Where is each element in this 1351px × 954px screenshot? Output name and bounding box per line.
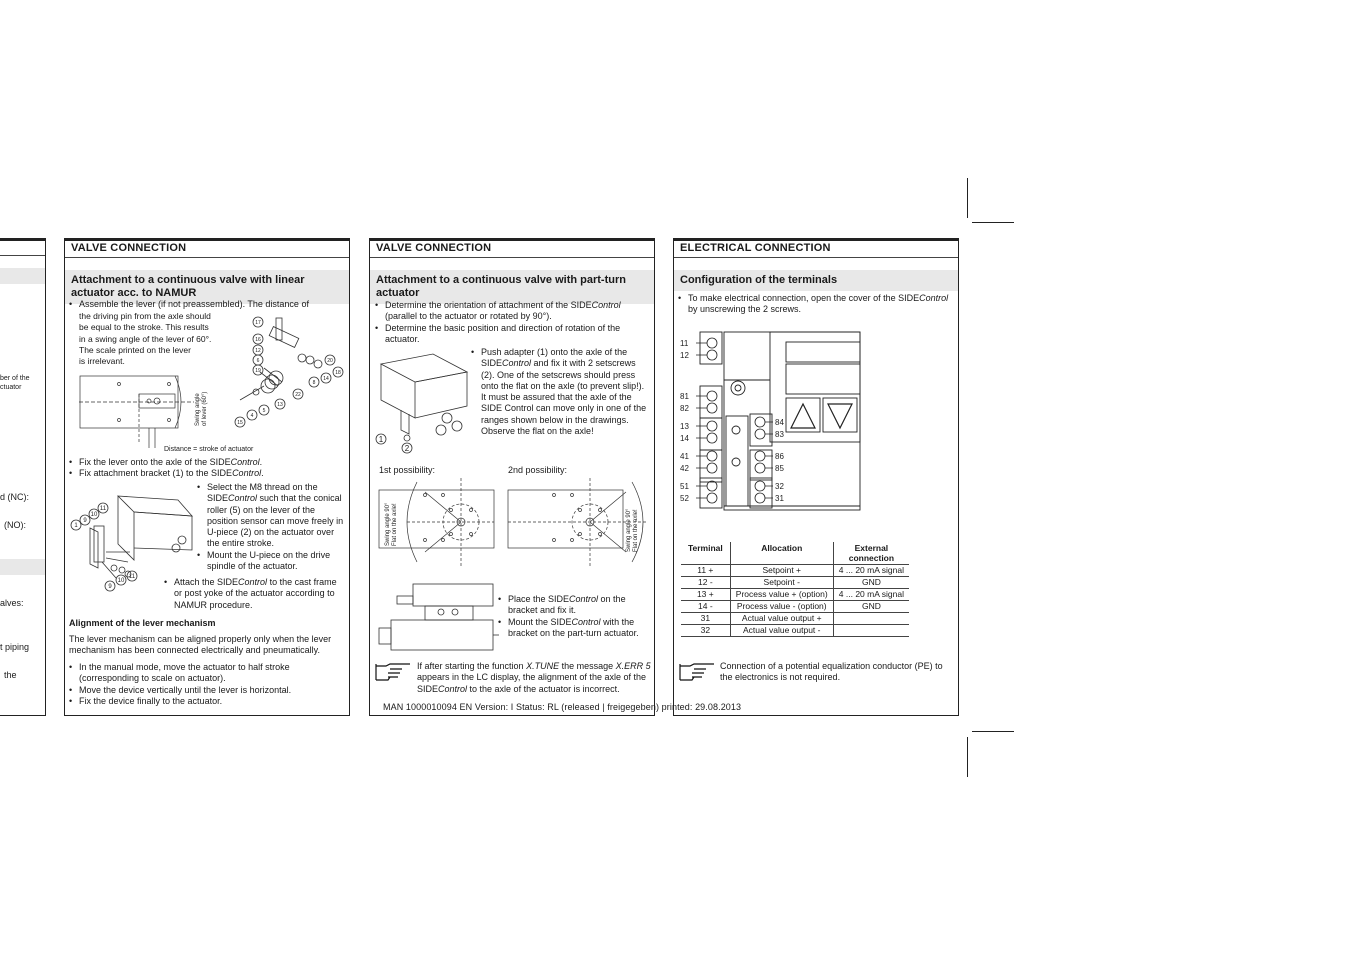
- table-header: External connection: [848, 543, 895, 563]
- table-cell: Actual value output +: [730, 613, 833, 625]
- callout-label: 6: [256, 358, 260, 364]
- terminal-label: 41: [680, 452, 689, 461]
- callout-label: 12: [255, 348, 261, 354]
- table-cell: 14 -: [681, 601, 730, 613]
- swing-angle-label: Swing angle: [195, 393, 201, 426]
- section-subheader: Configuration of the terminals: [674, 270, 958, 291]
- callout-label: 18: [335, 370, 341, 376]
- bullet-open-cover: • To make electrical connection, open the cover of the SIDEControl by unscrewing the 2 screws.: [678, 293, 950, 316]
- table-header: Allocation: [730, 542, 833, 565]
- crop-mark: [967, 737, 968, 777]
- table-cell: 32: [681, 625, 730, 637]
- bullet-fix-lever: • Fix the lever onto the axle of the SIDEControl.: [69, 457, 344, 468]
- section-subheader: Attachment to a continuous valve with linear actuator acc. to NAMUR: [65, 270, 349, 304]
- bullet-select-thread: • Select the M8 thread on the SIDEControl such that the conical roller (5) on the lever of the position sensor can move freely in U-piece (2) on the actuator over the entire stroke.: [197, 482, 344, 550]
- callout-label: 8: [312, 380, 316, 386]
- callout-label: 13: [277, 402, 283, 408]
- section-subheader: Attachment to a continuous valve with part-turn actuator: [370, 270, 654, 304]
- callout-label: 9: [108, 584, 112, 590]
- possibility-2-label: 2nd possibility:: [508, 465, 568, 475]
- fragment-text: alves:: [0, 598, 24, 608]
- crop-mark: [972, 222, 1014, 223]
- callout-label: 1: [74, 523, 78, 529]
- section-header: VALVE CONNECTION: [370, 241, 654, 258]
- terminal-label: 85: [775, 464, 784, 473]
- bottom-bullets: [498, 594, 650, 639]
- align-bullet: • Fix the device finally to the actuator.: [69, 696, 344, 707]
- flat-axle-label: Flat on the axle!: [633, 509, 639, 552]
- table-row: [681, 625, 909, 637]
- section-header: ELECTRICAL CONNECTION: [674, 241, 958, 258]
- possibility-1-label: 1st possibility:: [379, 465, 436, 475]
- terminal-label: 82: [680, 404, 689, 413]
- fragment-text: t piping: [0, 642, 30, 652]
- terminal-label: 51: [680, 482, 689, 491]
- table-cell: 4 ... 20 mA signal: [833, 565, 909, 577]
- callout-label: 11: [128, 574, 136, 580]
- bullet-mount-upiece: • Mount the U-piece on the drive spindle of the actuator.: [197, 550, 344, 573]
- align-heading: Alignment of the lever mechanism: [69, 618, 216, 628]
- callout-label: 16: [255, 337, 261, 343]
- swing-angle-label: Swing angle 90°: [385, 502, 391, 546]
- table-cell: [833, 613, 909, 625]
- push-adapter-bullet: [471, 347, 647, 437]
- terminal-label: 81: [680, 392, 689, 401]
- table-header-row: [681, 542, 909, 565]
- terminal-label: 14: [680, 434, 689, 443]
- table-cell: Process value - (option): [730, 601, 833, 613]
- electrical-bullet: [678, 293, 950, 316]
- intro-line: is irrelevant.: [79, 356, 125, 367]
- bullet-push-adapter: • Push adapter (1) onto the axle of the SIDEControl and fix it with 2 setscrews (2). One of the setscrews should press onto the flat on the axle (to prevent slip!). It must be assured that the axle of the SIDE Control can move only in one of the ranges shown below in the drawings. Observe the flat on the axle!: [471, 347, 647, 437]
- table-cell: 11 +: [681, 565, 730, 577]
- terminal-label: 13: [680, 422, 689, 431]
- intro-line: be equal to the stroke. This results: [79, 322, 209, 333]
- table-cell: 4 ... 20 mA signal: [833, 589, 909, 601]
- table-row: [681, 613, 909, 625]
- align-bullet: • In the manual mode, move the actuator to half stroke (corresponding to scale on actuator).: [69, 662, 344, 685]
- callout-label: 9: [83, 518, 87, 524]
- callout-label: 5: [262, 408, 266, 414]
- adapter-figure: [373, 346, 471, 454]
- possibility-1-figure: [377, 478, 497, 568]
- terminal-label: 84: [775, 418, 784, 427]
- table-cell: GND: [833, 601, 909, 613]
- fragment-text: (NO):: [4, 520, 26, 530]
- pointing-hand-icon: [374, 662, 412, 682]
- table-row: [681, 601, 909, 613]
- intro-lines: [79, 311, 229, 367]
- align-bullets: [69, 662, 344, 707]
- callout-label: 1: [378, 435, 384, 444]
- callout-label: 10: [90, 512, 98, 518]
- intro-bullet: • Assemble the lever (if not preassembled). The distance of: [69, 299, 337, 310]
- document-footer: MAN 1000010094 EN Version: I Status: RL (released | freigegeben) printed: 29.08.2013: [383, 702, 742, 712]
- crop-mark: [967, 178, 968, 218]
- swing-angle-label-2: of lever (60°): [202, 391, 208, 426]
- distance-label: Distance = stroke of actuator: [164, 446, 254, 453]
- terminal-label: 52: [680, 494, 689, 503]
- possibility-2-figure: [506, 478, 651, 568]
- bullet-place: • Place the SIDEControl on the bracket and fix it.: [498, 594, 650, 617]
- intro-line: the driving pin from the axle should: [79, 311, 211, 321]
- terminal-diagram: [678, 326, 864, 516]
- bullet-basic-position: • Determine the basic position and direction of rotation of the actuator.: [375, 323, 647, 346]
- callout-label: 20: [327, 358, 333, 364]
- terminal-label: 42: [680, 464, 689, 473]
- terminal-table: [681, 542, 909, 637]
- table-cell: 31: [681, 613, 730, 625]
- right-bullets: [197, 482, 344, 572]
- table-cell: 13 +: [681, 589, 730, 601]
- callout-label: 4: [250, 413, 254, 419]
- flat-axle-label: Flat on the axle!: [392, 503, 398, 546]
- table-row: [681, 565, 909, 577]
- fragment-text: the: [4, 670, 17, 680]
- terminal-label: 31: [775, 494, 784, 503]
- crop-mark: [972, 731, 1014, 732]
- bullet-fix-bracket: • Fix attachment bracket (1) to the SIDEControl.: [69, 468, 344, 479]
- terminal-label: 83: [775, 430, 784, 439]
- bullet-attach: • Attach the SIDEControl to the cast frame or post yoke of the actuator according to NAMUR procedure.: [164, 577, 342, 611]
- intro-line: The scale printed on the lever: [79, 344, 191, 355]
- table-cell: 12 -: [681, 577, 730, 589]
- bullet-mount: • Mount the SIDEControl with the bracket on the part-turn actuator.: [498, 617, 650, 640]
- section-header: VALVE CONNECTION: [65, 241, 349, 258]
- note-text: If after starting the function X.TUNE the message X.ERR 5 appears in the LC display, the alignment of the axle of the SIDEControl to the axle of the actuator is incorrect.: [417, 661, 651, 694]
- table-cell: Setpoint +: [730, 565, 833, 577]
- table-row: [681, 577, 909, 589]
- fragment-text: d (NC):: [0, 492, 29, 502]
- terminal-label: 32: [775, 482, 784, 491]
- callout-label: 10: [117, 578, 125, 584]
- intro-text: [69, 299, 337, 310]
- fragment-text: ctuator: [0, 384, 22, 391]
- pe-note: Connection of a potential equalization conductor (PE) to the electronics is not required.: [720, 661, 943, 683]
- table-cell: Process value + (option): [730, 589, 833, 601]
- align-bullet: • Move the device vertically until the lever is horizontal.: [69, 685, 344, 696]
- table-cell: GND: [833, 577, 909, 589]
- pointing-hand-icon: [678, 662, 716, 682]
- fragment-text: ber of the: [0, 375, 30, 382]
- orientation-bullets: [375, 300, 647, 345]
- callout-label: 19: [255, 368, 261, 374]
- table-cell: Setpoint -: [730, 577, 833, 589]
- lever-swing-figure: [79, 374, 269, 454]
- align-text: The lever mechanism can be aligned properly only when the lever mechanism has been connected electrically and pneumatically.: [69, 634, 332, 656]
- callout-label: 2: [404, 444, 410, 453]
- terminal-label: 11: [680, 339, 689, 348]
- callout-label: 14: [323, 376, 329, 382]
- bullet-orientation: • Determine the orientation of attachment of the SIDEControl (parallel to the actuator or rotated by 90°).: [375, 300, 647, 323]
- terminal-label: 86: [775, 452, 784, 461]
- callout-label: 11: [99, 506, 107, 512]
- callout-label: 15: [237, 420, 243, 426]
- callout-label: 22: [295, 392, 301, 398]
- table-header: Terminal: [687, 543, 723, 553]
- table-row: [681, 589, 909, 601]
- terminal-label: 12: [680, 351, 689, 360]
- callout-label: 17: [255, 320, 261, 326]
- part-turn-actuator-figure: [375, 578, 499, 654]
- swing-angle-label: Swing angle 90°: [626, 508, 632, 552]
- mid-bullets: [69, 457, 344, 480]
- table-cell: [833, 625, 909, 637]
- table-cell: Actual value output -: [730, 625, 833, 637]
- attach-bullet: [164, 577, 342, 611]
- intro-line: in a swing angle of the lever of 60°.: [79, 333, 212, 344]
